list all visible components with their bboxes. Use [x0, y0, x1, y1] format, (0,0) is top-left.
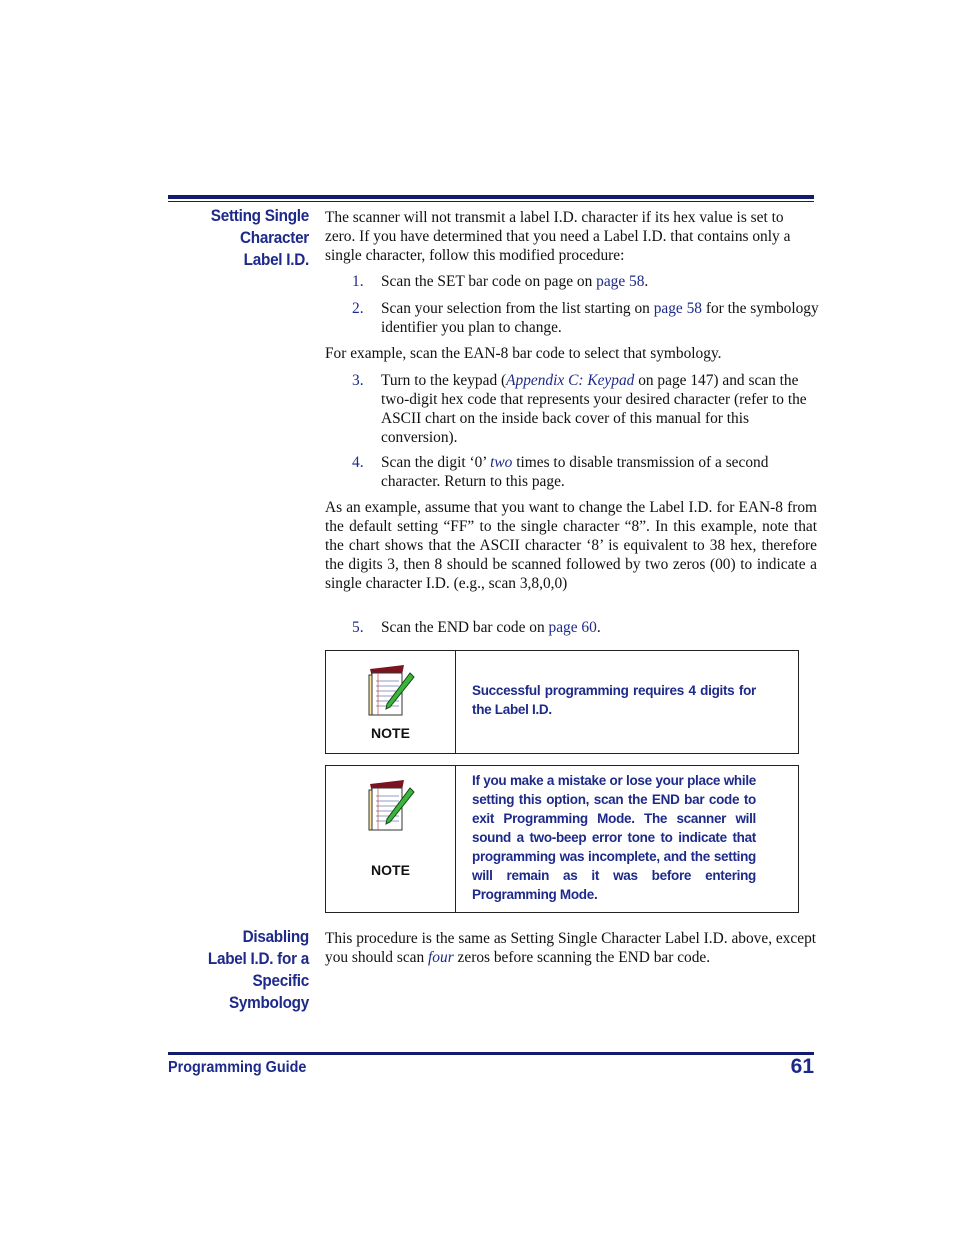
step-text: Scan your selection from the list starting on page 58 for the symbology identifier you plan to change.	[381, 300, 819, 336]
bottom-rule	[168, 1052, 814, 1055]
intro-paragraph: The scanner will not transmit a label I.D. character if its hex value is set to zero. If you have determined that you need a Label I.D. that contains only a single character, follow this modified procedure:	[325, 209, 791, 264]
note-box-1	[325, 650, 799, 754]
note-box-2	[325, 765, 799, 913]
step-number: 3.	[352, 372, 364, 389]
note-label: NOTE	[371, 725, 410, 741]
footer-title: Programming Guide	[168, 1059, 307, 1076]
page-link[interactable]: page 60	[548, 619, 597, 636]
emphasis: four	[428, 949, 454, 966]
section-heading-disabling	[182, 926, 309, 1014]
step-number: 1.	[352, 273, 364, 290]
notepad-pencil-icon	[366, 778, 416, 834]
section-heading-setting-single	[182, 205, 309, 271]
step-text: Turn to the keypad (Appendix C: Keypad on page 147) and scan the two-digit hex code that represents your desired character (refer to the ASCII chart on the inside back cover of this manual for this conversion).	[381, 372, 807, 446]
step-number: 4.	[352, 454, 364, 471]
example-paragraph: For example, scan the EAN-8 bar code to select that symbology.	[325, 345, 722, 362]
step-number: 5.	[352, 619, 364, 636]
step-number: 2.	[352, 300, 364, 317]
top-rule-thin	[168, 201, 814, 202]
disabling-paragraph: This procedure is the same as Setting Single Character Label I.D. above, except you should scan four zeros before scanning the END bar code.	[325, 930, 817, 966]
heading-line: Label I.D.	[243, 250, 309, 269]
step-text: Scan the END bar code on page 60.	[381, 619, 601, 636]
step-text: Scan the digit ‘0’ two times to disable transmission of a second character. Return to this page.	[381, 454, 769, 490]
appendix-link[interactable]: Appendix C: Keypad	[506, 372, 635, 389]
page-number: 61	[790, 1055, 814, 1078]
example-2-paragraph: As an example, assume that you want to change the Label I.D. for EAN-8 from the default setting “FF” to the single character “8”. In this example, note that the chart shows that the ASCII character ‘8’ is equivalent to 38 hex, therefore the digits 3, then 8 should be scanned followed by two zeros (00) to indicate a single character I.D. (e.g., scan 3,8,0,0)	[325, 499, 817, 592]
heading-line: Setting Single	[210, 206, 309, 225]
note-text: If you make a mistake or lose your place while setting this option, scan the END bar code to exit Programming Mode. The scanner will sound a two-beep error tone to indicate that programming was incomplete, and the setting will remain as it was before entering Programming Mode.	[472, 773, 756, 902]
note-divider	[455, 766, 456, 912]
heading-line: Label I.D. for a	[207, 949, 309, 968]
step-text: Scan the SET bar code on page on page 58.	[381, 273, 649, 290]
top-rule	[168, 195, 814, 199]
note-label: NOTE	[371, 862, 410, 878]
heading-line: Disabling	[242, 927, 309, 946]
page-link[interactable]: page 58	[653, 300, 702, 317]
heading-line: Character	[239, 228, 309, 247]
heading-line: Symbology	[228, 993, 309, 1012]
notepad-pencil-icon	[366, 663, 416, 719]
note-text: Successful programming requires 4 digits for the Label I.D.	[472, 683, 756, 717]
page-link[interactable]: page 58	[596, 273, 645, 290]
heading-line: Specific	[252, 971, 309, 990]
note-divider	[455, 651, 456, 753]
emphasis: two	[490, 454, 513, 471]
